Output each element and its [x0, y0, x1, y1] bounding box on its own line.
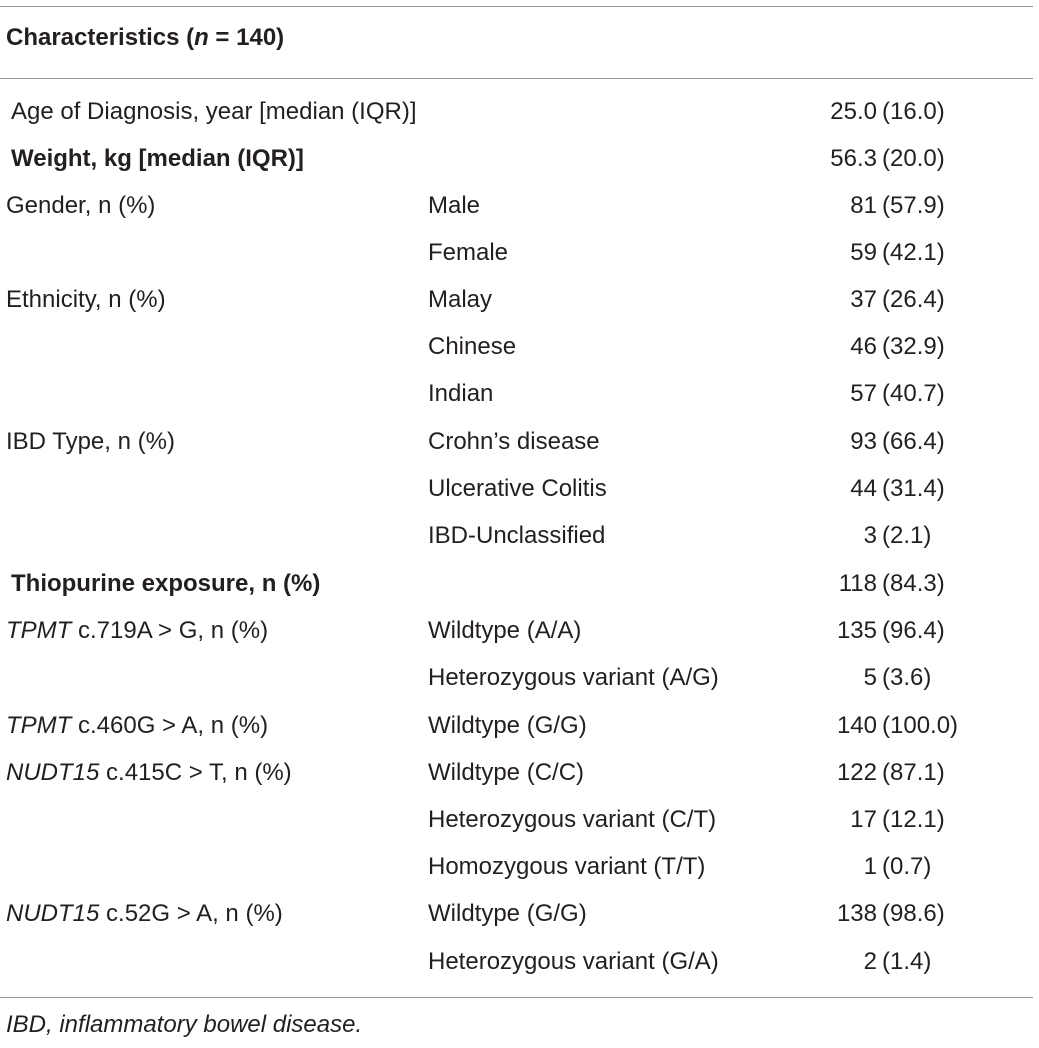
table-row: [0, 239, 1039, 286]
characteristic-label: Ethnicity, n (%): [6, 286, 166, 313]
category-label: Malay: [428, 286, 493, 313]
gene-name: TPMT: [6, 617, 72, 644]
characteristic-label: Age of Diagnosis, year [median (IQR)]: [11, 98, 417, 125]
characteristic-label: TPMT c.460G > A, n (%): [6, 712, 269, 739]
category-label: Ulcerative Colitis: [428, 475, 607, 502]
value-cell: 56.3 (20.0): [830, 145, 945, 172]
value-cell: 140 (100.0): [836, 712, 959, 739]
table-row: [0, 192, 1039, 239]
value-cell: 57 (40.7): [850, 380, 945, 407]
table-row: [0, 570, 1039, 617]
table-row: [0, 806, 1039, 853]
category-label: Female: [428, 239, 509, 266]
characteristic-label: Gender, n (%): [6, 192, 156, 219]
characteristic-label: Thiopurine exposure, n (%): [11, 570, 321, 597]
characteristic-label: Weight, kg [median (IQR)]: [11, 145, 304, 172]
value-cell: 138 (98.6): [836, 900, 945, 927]
value-cell: 81 (57.9): [850, 192, 945, 219]
value-cell: 3 (2.1): [863, 522, 932, 549]
category-label: Indian: [428, 380, 494, 407]
category-label: Heterozygous variant (A/G): [428, 664, 719, 691]
value-cell: 5 (3.6): [863, 664, 932, 691]
gene-name: TPMT: [6, 712, 72, 739]
value-cell: 135 (96.4): [836, 617, 945, 644]
value-cell: 46 (32.9): [850, 333, 945, 360]
table-row: [0, 853, 1039, 900]
table-row: [0, 428, 1039, 475]
category-label: Wildtype (A/A): [428, 617, 582, 644]
table-row: [0, 664, 1039, 711]
top-rule: [0, 6, 1033, 7]
value-cell: 93 (66.4): [850, 428, 945, 455]
value-cell: 118 (84.3): [838, 570, 945, 597]
header-rule: [0, 78, 1033, 79]
category-label: Heterozygous variant (G/A): [428, 948, 719, 975]
category-label: Male: [428, 192, 481, 219]
table-row: [0, 948, 1039, 995]
table-row: [0, 98, 1039, 145]
value-cell: 122 (87.1): [836, 759, 945, 786]
value-cell: 59 (42.1): [850, 239, 945, 266]
table-row: [0, 522, 1039, 569]
table-row: [0, 712, 1039, 759]
value-cell: 37 (26.4): [850, 286, 945, 313]
category-label: Wildtype (C/C): [428, 759, 585, 786]
table-row: [0, 380, 1039, 427]
bottom-rule: [0, 997, 1033, 998]
value-cell: 2 (1.4): [863, 948, 932, 975]
characteristic-label: NUDT15 c.415C > T, n (%): [6, 759, 292, 786]
table-row: [0, 617, 1039, 664]
value-cell: 25.0 (16.0): [830, 98, 945, 125]
category-label: Chinese: [428, 333, 517, 360]
table-row: [0, 286, 1039, 333]
characteristic-label: TPMT c.719A > G, n (%): [6, 617, 269, 644]
category-label: Crohn’s disease: [428, 428, 600, 455]
category-label: Heterozygous variant (C/T): [428, 806, 717, 833]
category-label: Wildtype (G/G): [428, 900, 587, 927]
gene-name: NUDT15: [6, 900, 100, 927]
characteristic-label: IBD Type, n (%): [6, 428, 175, 455]
table-row: [0, 475, 1039, 522]
table-row: [0, 759, 1039, 806]
category-label: IBD-Unclassified: [428, 522, 606, 549]
category-label: Homozygous variant (T/T): [428, 853, 706, 880]
table-footnote: IBD, inflammatory bowel disease.: [6, 1011, 363, 1038]
n-symbol: n: [194, 24, 209, 51]
value-cell: 17 (12.1): [850, 806, 945, 833]
table-header: Characteristics (n = 140): [6, 24, 285, 51]
table-row: [0, 900, 1039, 947]
value-cell: 1 (0.7): [863, 853, 932, 880]
table-row: [0, 333, 1039, 380]
table-row: [0, 145, 1039, 192]
category-label: Wildtype (G/G): [428, 712, 587, 739]
characteristic-label: NUDT15 c.52G > A, n (%): [6, 900, 283, 927]
value-cell: 44 (31.4): [850, 475, 945, 502]
gene-name: NUDT15: [6, 759, 100, 786]
